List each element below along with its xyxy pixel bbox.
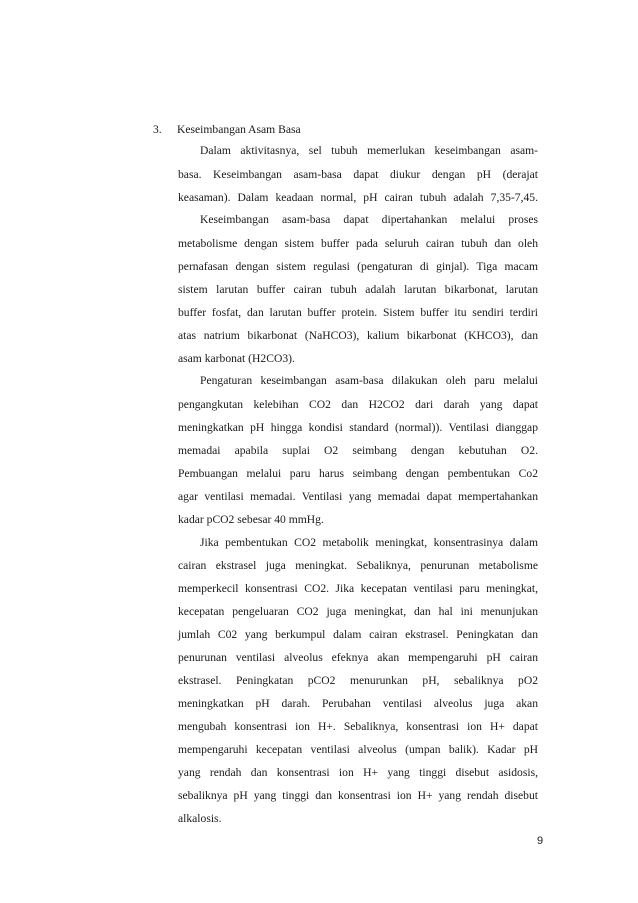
- paragraph-line: Pembuangan melalui paru harus seimbang dengan pembentukan Co2: [178, 467, 538, 480]
- paragraph-line: yang rendah dan konsentrasi ion H+ yang tinggi disebut asidosis,: [178, 766, 538, 779]
- section-number: 3.: [153, 123, 162, 136]
- section-heading: [153, 121, 301, 139]
- paragraph-line: alkalosis.: [178, 812, 222, 825]
- paragraph-line: memperkecil konsentrasi CO2. Jika kecepatan ventilasi paru meningkat,: [178, 582, 538, 595]
- paragraph-line: asam karbonat (H2CO3).: [178, 352, 295, 365]
- paragraph-line: mengubah konsentrasi ion H+. Sebaliknya, konsentrasi ion H+ dapat: [178, 720, 538, 733]
- paragraph-line: kadar pCO2 sebesar 40 mmHg.: [178, 513, 324, 526]
- paragraph-line: Dalam aktivitasnya, sel tubuh memerlukan keseimbangan asam-: [200, 144, 538, 157]
- paragraph-line: meningkatkan pH hingga kondisi standard (normal)). Ventilasi dianggap: [178, 421, 538, 434]
- paragraph-line: penurunan ventilasi alveolus efeknya akan mempengaruhi pH cairan: [178, 651, 538, 664]
- paragraph-line: pernafasan dengan sistem regulasi (pengaturan di ginjal). Tiga macam: [178, 260, 538, 273]
- paragraph-line: memadai apabila suplai O2 seimbang dengan kebutuhan O2.: [178, 444, 538, 457]
- paragraph-line: agar ventilasi memadai. Ventilasi yang memadai dapat mempertahankan: [178, 490, 538, 503]
- paragraph-line: jumlah C02 yang berkumpul dalam cairan ekstrasel. Peningkatan dan: [178, 628, 538, 641]
- paragraph-line: atas natrium bikarbonat (NaHCO3), kalium bikarbonat (KHCO3), dan: [178, 329, 538, 342]
- section-title: Keseimbangan Asam Basa: [177, 123, 301, 136]
- paragraph-line: Jika pembentukan CO2 metabolik meningkat, konsentrasinya dalam: [200, 536, 538, 549]
- paragraph-line: metabolisme dengan sistem buffer pada seluruh cairan tubuh dan oleh: [178, 237, 538, 250]
- paragraph-line: mempengaruhi kecepatan ventilasi alveolus (umpan balik). Kadar pH: [178, 743, 538, 756]
- paragraph-line: ekstrasel. Peningkatan pCO2 menurunkan pH, sebaliknya pO2: [178, 674, 538, 687]
- paragraph-line: sebaliknya pH yang tinggi dan konsentrasi ion H+ yang rendah disebut: [178, 789, 538, 802]
- paragraph-line: Keseimbangan asam-basa dapat dipertahankan melalui proses: [200, 213, 538, 226]
- paragraph-line: basa. Keseimbangan asam-basa dapat diukur dengan pH (derajat: [178, 168, 538, 181]
- paragraph-line: cairan ekstrasel juga meningkat. Sebaliknya, penurunan metabolisme: [178, 559, 538, 572]
- paragraph-line: pengangkutan kelebihan CO2 dan H2CO2 dari darah yang dapat: [178, 398, 538, 411]
- paragraph-line: buffer fosfat, dan larutan buffer protein. Sistem buffer itu sendiri terdiri: [178, 306, 538, 319]
- paragraph-line: keasaman). Dalam keadaan normal, pH cairan tubuh adalah 7,35-7,45.: [178, 191, 538, 204]
- paragraph-line: Pengaturan keseimbangan asam-basa dilakukan oleh paru melalui: [200, 374, 538, 387]
- page-number: 9: [537, 835, 544, 847]
- paragraph-line: kecepatan pengeluaran CO2 juga meningkat, dan hal ini menunjukan: [178, 605, 538, 618]
- paragraph-line: meningkatkan pH darah. Perubahan ventilasi alveolus juga akan: [178, 697, 538, 710]
- paragraph-line: sistem larutan buffer cairan tubuh adalah larutan bikarbonat, larutan: [178, 283, 538, 296]
